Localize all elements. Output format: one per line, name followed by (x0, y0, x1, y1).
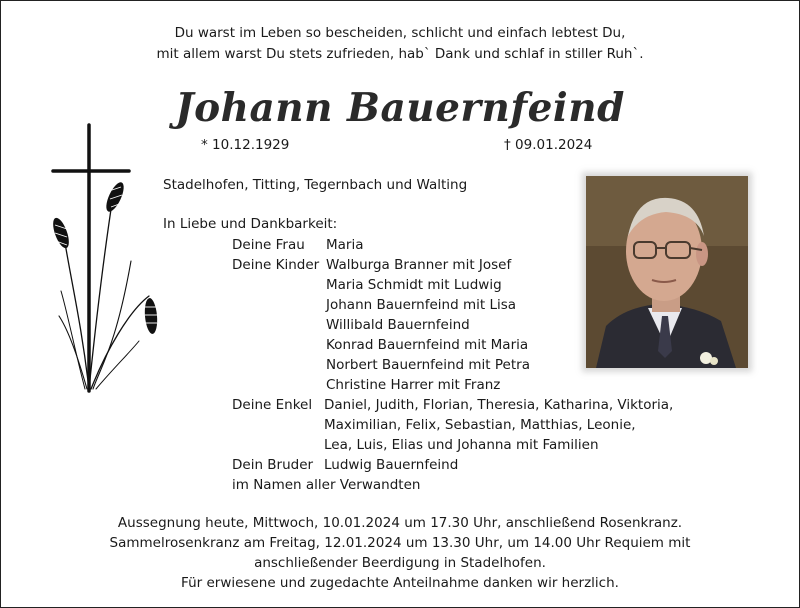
portrait-illustration (586, 176, 748, 368)
deceased-name: Johann Bauernfeind (175, 85, 625, 131)
footer-line-4: Für erwiesene und zugedachte Anteilnahme danken wir herzlich. (181, 575, 619, 591)
wife-label: Deine Frau (232, 237, 305, 253)
child-entry: Konrad Bauernfeind mit Maria (326, 337, 529, 353)
grandchildren-line: Daniel, Judith, Florian, Theresia, Katharina, Viktoria, (324, 397, 674, 413)
footer-line-1: Aussegnung heute, Mittwoch, 10.01.2024 um 17.30 Uhr, anschließend Rosenkranz. (117, 515, 683, 531)
mourners-intro: In Liebe und Dankbarkeit: (163, 216, 338, 232)
footer-line-3: anschließender Beerdigung in Stadelhofen. (254, 555, 546, 571)
child-entry: Christine Harrer mit Franz (326, 377, 501, 393)
grandchildren-line: Maximilian, Felix, Sebastian, Matthias, Leonie, (324, 417, 636, 433)
brother-label: Dein Bruder (232, 457, 314, 473)
poem (1, 23, 799, 65)
child-entry: Willibald Bauernfeind (326, 317, 470, 333)
children-label: Deine Kinder (232, 257, 320, 273)
child-entry: Johann Bauernfeind mit Lisa (326, 297, 517, 313)
portrait-photo (586, 176, 748, 368)
child-entry: Norbert Bauernfeind mit Petra (326, 357, 530, 373)
death-date: † 09.01.2024 (504, 137, 593, 153)
child-entry: Maria Schmidt mit Ludwig (326, 277, 502, 293)
birth-date: * 10.12.1929 (201, 137, 290, 153)
wife-name: Maria (326, 237, 364, 253)
service-details (1, 513, 799, 593)
child-entry: Walburga Branner mit Josef (326, 257, 512, 273)
cross-with-wheat-icon (41, 121, 171, 396)
grandchildren-line: Lea, Luis, Elias und Johanna mit Familien (324, 437, 599, 453)
grandchildren-label: Deine Enkel (232, 397, 313, 413)
relatives-note: im Namen aller Verwandten (232, 477, 421, 493)
poem-line-1: Du warst im Leben so bescheiden, schlicht und einfach lebtest Du, (174, 25, 626, 41)
footer-line-2: Sammelrosenkranz am Freitag, 12.01.2024 um 13.30 Uhr, um 14.00 Uhr Requiem mit (109, 535, 691, 551)
poem-line-2: mit allem warst Du stets zufrieden, hab` Dank und schlaf in stiller Ruh`. (156, 46, 644, 62)
places: Stadelhofen, Titting, Tegernbach und Walting (163, 177, 468, 193)
brother-name: Ludwig Bauernfeind (324, 457, 459, 473)
